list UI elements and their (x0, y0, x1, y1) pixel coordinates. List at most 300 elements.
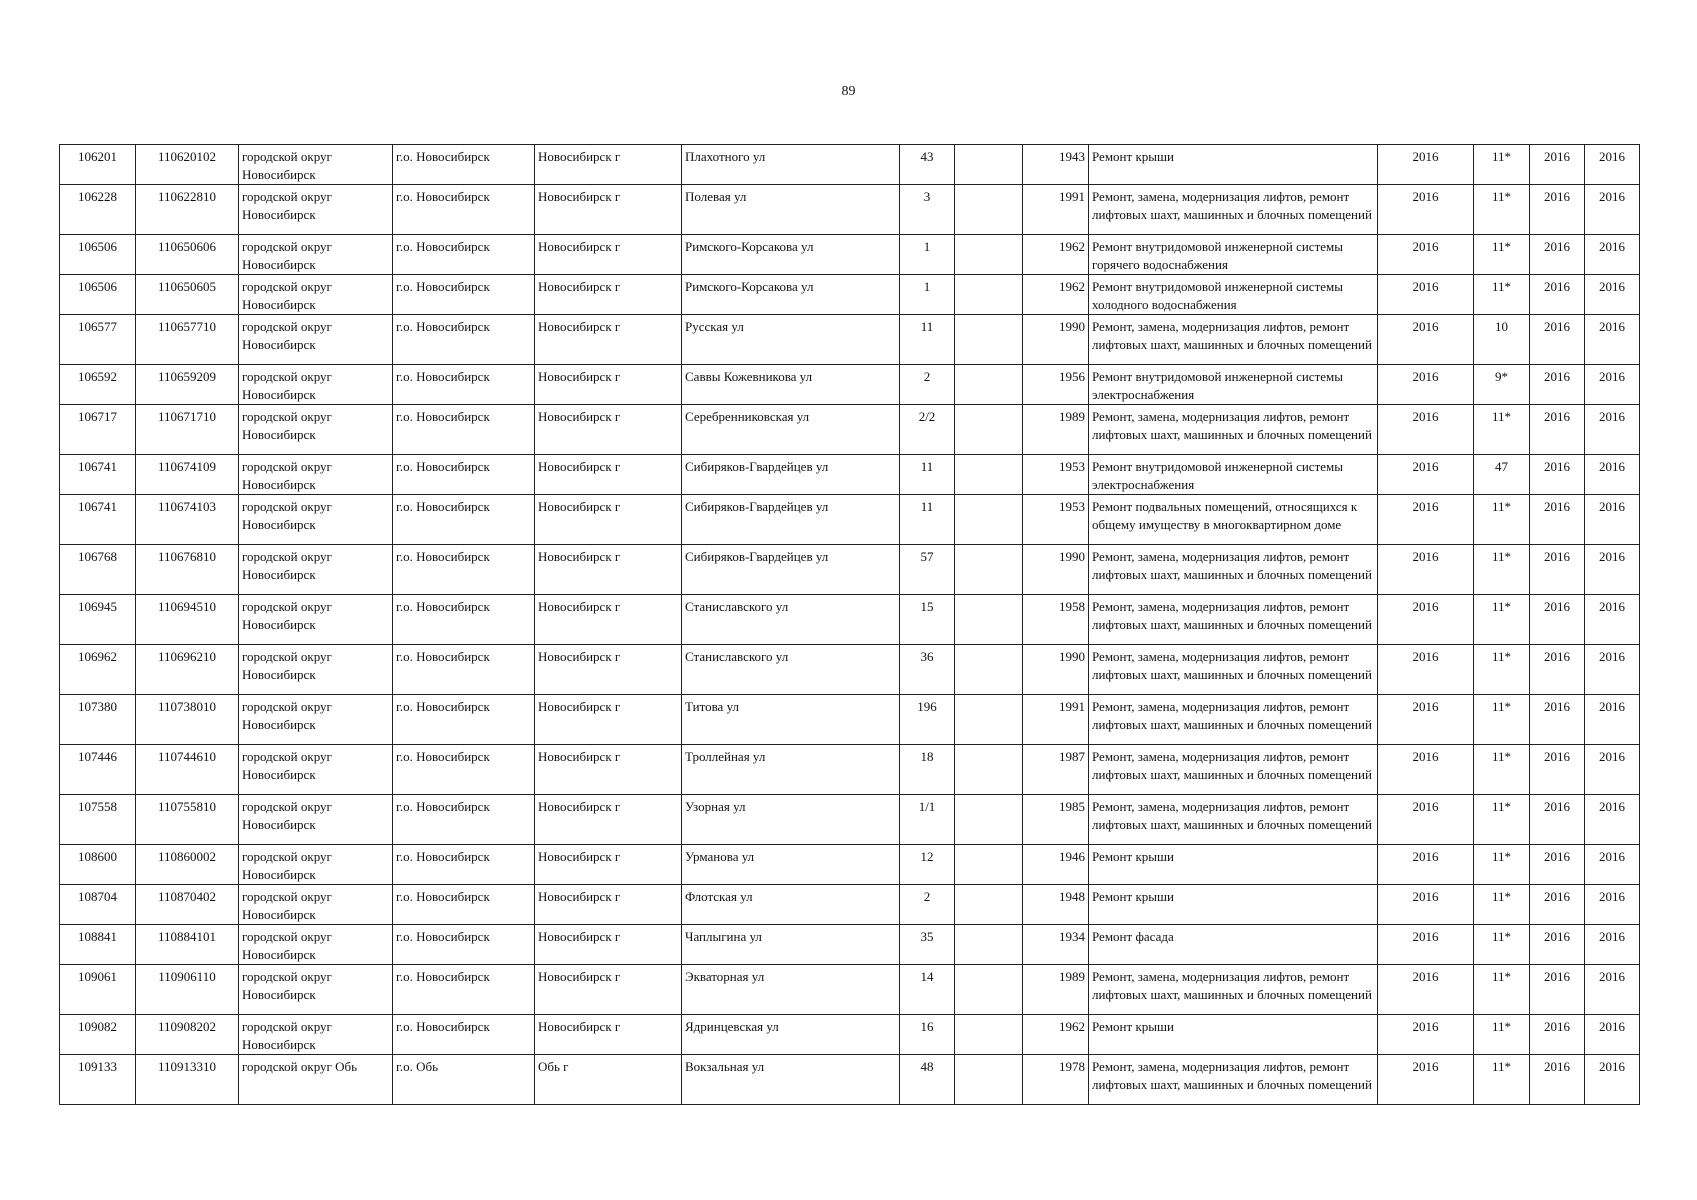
block-cell (955, 545, 1023, 595)
table-row (60, 965, 1640, 1015)
row-id-cell: 108600 (60, 845, 136, 885)
year-built-cell: 1958 (1023, 595, 1089, 645)
plan-year-cell: 2016 (1378, 495, 1474, 545)
street-cell: Урманова ул (682, 845, 900, 885)
period-cell: 11* (1474, 845, 1530, 885)
row-id-cell: 106717 (60, 405, 136, 455)
plan-year-cell: 2016 (1378, 595, 1474, 645)
locality-cell: Новосибирск г (535, 495, 682, 545)
locality-cell: Новосибирск г (535, 1015, 682, 1055)
locality-cell: Новосибирск г (535, 545, 682, 595)
end-year-cell: 2016 (1585, 145, 1640, 185)
house-number-cell: 12 (900, 845, 955, 885)
district-cell: городской округ Новосибирск (239, 545, 393, 595)
period-cell: 11* (1474, 405, 1530, 455)
code-cell: 110650605 (136, 275, 239, 315)
locality-cell: Новосибирск г (535, 185, 682, 235)
house-number-cell: 3 (900, 185, 955, 235)
work-type-cell: Ремонт внутридомовой инженерной системы горячего водоснабжения (1089, 235, 1378, 275)
year-built-cell: 1948 (1023, 885, 1089, 925)
work-type-cell: Ремонт, замена, модернизация лифтов, ремонт лифтовых шахт, машинных и блочных помещений (1089, 1055, 1378, 1105)
locality-cell: Новосибирск г (535, 965, 682, 1015)
house-number-cell: 15 (900, 595, 955, 645)
house-number-cell: 11 (900, 455, 955, 495)
period-cell: 11* (1474, 595, 1530, 645)
year-built-cell: 1962 (1023, 275, 1089, 315)
work-type-cell: Ремонт, замена, модернизация лифтов, ремонт лифтовых шахт, машинных и блочных помещений (1089, 405, 1378, 455)
work-type-cell: Ремонт, замена, модернизация лифтов, ремонт лифтовых шахт, машинных и блочных помещений (1089, 315, 1378, 365)
table-row (60, 925, 1640, 965)
year-built-cell: 1978 (1023, 1055, 1089, 1105)
plan-year-cell: 2016 (1378, 925, 1474, 965)
block-cell (955, 405, 1023, 455)
locality-cell: Обь г (535, 1055, 682, 1105)
code-cell: 110755810 (136, 795, 239, 845)
start-year-cell: 2016 (1530, 145, 1585, 185)
table-row (60, 1055, 1640, 1105)
locality-cell: Новосибирск г (535, 745, 682, 795)
street-cell: Троллейная ул (682, 745, 900, 795)
plan-year-cell: 2016 (1378, 1055, 1474, 1105)
block-cell (955, 885, 1023, 925)
locality-cell: Новосибирск г (535, 145, 682, 185)
district-cell: городской округ Новосибирск (239, 1015, 393, 1055)
plan-year-cell: 2016 (1378, 145, 1474, 185)
work-type-cell: Ремонт, замена, модернизация лифтов, ремонт лифтовых шахт, машинных и блочных помещений (1089, 185, 1378, 235)
municipality-cell: г.о. Новосибирск (393, 645, 535, 695)
row-id-cell: 106201 (60, 145, 136, 185)
district-cell: городской округ Новосибирск (239, 235, 393, 275)
row-id-cell: 106506 (60, 275, 136, 315)
start-year-cell: 2016 (1530, 455, 1585, 495)
year-built-cell: 1989 (1023, 965, 1089, 1015)
municipality-cell: г.о. Новосибирск (393, 695, 535, 745)
end-year-cell: 2016 (1585, 845, 1640, 885)
period-cell: 11* (1474, 885, 1530, 925)
end-year-cell: 2016 (1585, 745, 1640, 795)
code-cell: 110744610 (136, 745, 239, 795)
plan-year-cell: 2016 (1378, 1015, 1474, 1055)
start-year-cell: 2016 (1530, 745, 1585, 795)
house-number-cell: 16 (900, 1015, 955, 1055)
end-year-cell: 2016 (1585, 185, 1640, 235)
work-type-cell: Ремонт, замена, модернизация лифтов, ремонт лифтовых шахт, машинных и блочных помещений (1089, 645, 1378, 695)
work-type-cell: Ремонт, замена, модернизация лифтов, ремонт лифтовых шахт, машинных и блочных помещений (1089, 965, 1378, 1015)
period-cell: 11* (1474, 695, 1530, 745)
start-year-cell: 2016 (1530, 885, 1585, 925)
house-number-cell: 18 (900, 745, 955, 795)
code-cell: 110694510 (136, 595, 239, 645)
end-year-cell: 2016 (1585, 1055, 1640, 1105)
table-row (60, 365, 1640, 405)
house-number-cell: 2 (900, 885, 955, 925)
municipality-cell: г.о. Новосибирск (393, 845, 535, 885)
year-built-cell: 1990 (1023, 545, 1089, 595)
start-year-cell: 2016 (1530, 495, 1585, 545)
start-year-cell: 2016 (1530, 695, 1585, 745)
plan-year-cell: 2016 (1378, 645, 1474, 695)
house-number-cell: 11 (900, 315, 955, 365)
row-id-cell: 108841 (60, 925, 136, 965)
work-type-cell: Ремонт внутридомовой инженерной системы электроснабжения (1089, 455, 1378, 495)
plan-year-cell: 2016 (1378, 965, 1474, 1015)
row-id-cell: 106945 (60, 595, 136, 645)
street-cell: Флотская ул (682, 885, 900, 925)
street-cell: Титова ул (682, 695, 900, 745)
plan-year-cell: 2016 (1378, 845, 1474, 885)
year-built-cell: 1962 (1023, 1015, 1089, 1055)
table-body (60, 145, 1640, 1105)
plan-year-cell: 2016 (1378, 745, 1474, 795)
end-year-cell: 2016 (1585, 455, 1640, 495)
period-cell: 10 (1474, 315, 1530, 365)
row-id-cell: 109133 (60, 1055, 136, 1105)
block-cell (955, 645, 1023, 695)
end-year-cell: 2016 (1585, 645, 1640, 695)
district-cell: городской округ Новосибирск (239, 645, 393, 695)
street-cell: Русская ул (682, 315, 900, 365)
code-cell: 110738010 (136, 695, 239, 745)
row-id-cell: 107380 (60, 695, 136, 745)
house-number-cell: 1 (900, 235, 955, 275)
block-cell (955, 925, 1023, 965)
period-cell: 11* (1474, 965, 1530, 1015)
row-id-cell: 106228 (60, 185, 136, 235)
period-cell: 11* (1474, 185, 1530, 235)
year-built-cell: 1987 (1023, 745, 1089, 795)
work-type-cell: Ремонт фасада (1089, 925, 1378, 965)
period-cell: 11* (1474, 1055, 1530, 1105)
block-cell (955, 1055, 1023, 1105)
table-row (60, 645, 1640, 695)
house-number-cell: 43 (900, 145, 955, 185)
district-cell: городской округ Новосибирск (239, 695, 393, 745)
block-cell (955, 1015, 1023, 1055)
start-year-cell: 2016 (1530, 595, 1585, 645)
year-built-cell: 1989 (1023, 405, 1089, 455)
municipality-cell: г.о. Новосибирск (393, 545, 535, 595)
locality-cell: Новосибирск г (535, 595, 682, 645)
street-cell: Вокзальная ул (682, 1055, 900, 1105)
district-cell: городской округ Новосибирск (239, 275, 393, 315)
district-cell: городской округ Новосибирск (239, 455, 393, 495)
district-cell: городской округ Новосибирск (239, 885, 393, 925)
locality-cell: Новосибирск г (535, 695, 682, 745)
start-year-cell: 2016 (1530, 845, 1585, 885)
code-cell: 110908202 (136, 1015, 239, 1055)
start-year-cell: 2016 (1530, 1055, 1585, 1105)
table-row (60, 455, 1640, 495)
code-cell: 110657710 (136, 315, 239, 365)
end-year-cell: 2016 (1585, 695, 1640, 745)
code-cell: 110696210 (136, 645, 239, 695)
plan-year-cell: 2016 (1378, 545, 1474, 595)
table-row (60, 495, 1640, 545)
block-cell (955, 745, 1023, 795)
block-cell (955, 965, 1023, 1015)
end-year-cell: 2016 (1585, 365, 1640, 405)
end-year-cell: 2016 (1585, 275, 1640, 315)
table-row (60, 405, 1640, 455)
year-built-cell: 1985 (1023, 795, 1089, 845)
code-cell: 110650606 (136, 235, 239, 275)
repair-schedule-table (59, 144, 1640, 1105)
table-row (60, 185, 1640, 235)
municipality-cell: г.о. Новосибирск (393, 275, 535, 315)
district-cell: городской округ Новосибирск (239, 745, 393, 795)
code-cell: 110674109 (136, 455, 239, 495)
period-cell: 9* (1474, 365, 1530, 405)
street-cell: Ядринцевская ул (682, 1015, 900, 1055)
municipality-cell: г.о. Новосибирск (393, 455, 535, 495)
plan-year-cell: 2016 (1378, 455, 1474, 495)
end-year-cell: 2016 (1585, 595, 1640, 645)
end-year-cell: 2016 (1585, 1015, 1640, 1055)
district-cell: городской округ Новосибирск (239, 185, 393, 235)
house-number-cell: 48 (900, 1055, 955, 1105)
block-cell (955, 185, 1023, 235)
street-cell: Плахотного ул (682, 145, 900, 185)
district-cell: городской округ Новосибирск (239, 965, 393, 1015)
code-cell: 110870402 (136, 885, 239, 925)
row-id-cell: 106741 (60, 495, 136, 545)
table-row (60, 745, 1640, 795)
municipality-cell: г.о. Новосибирск (393, 235, 535, 275)
year-built-cell: 1934 (1023, 925, 1089, 965)
code-cell: 110906110 (136, 965, 239, 1015)
row-id-cell: 108704 (60, 885, 136, 925)
code-cell: 110659209 (136, 365, 239, 405)
municipality-cell: г.о. Новосибирск (393, 145, 535, 185)
block-cell (955, 845, 1023, 885)
municipality-cell: г.о. Новосибирск (393, 885, 535, 925)
plan-year-cell: 2016 (1378, 885, 1474, 925)
start-year-cell: 2016 (1530, 315, 1585, 365)
work-type-cell: Ремонт подвальных помещений, относящихся к общему имуществу в многоквартирном доме (1089, 495, 1378, 545)
start-year-cell: 2016 (1530, 405, 1585, 455)
table-row (60, 885, 1640, 925)
end-year-cell: 2016 (1585, 545, 1640, 595)
row-id-cell: 106577 (60, 315, 136, 365)
table-row (60, 315, 1640, 365)
start-year-cell: 2016 (1530, 365, 1585, 405)
period-cell: 11* (1474, 925, 1530, 965)
year-built-cell: 1990 (1023, 645, 1089, 695)
locality-cell: Новосибирск г (535, 925, 682, 965)
district-cell: городской округ Обь (239, 1055, 393, 1105)
code-cell: 110620102 (136, 145, 239, 185)
house-number-cell: 2/2 (900, 405, 955, 455)
period-cell: 11* (1474, 275, 1530, 315)
street-cell: Римского-Корсакова ул (682, 275, 900, 315)
code-cell: 110622810 (136, 185, 239, 235)
municipality-cell: г.о. Новосибирск (393, 495, 535, 545)
block-cell (955, 795, 1023, 845)
house-number-cell: 196 (900, 695, 955, 745)
code-cell: 110676810 (136, 545, 239, 595)
year-built-cell: 1991 (1023, 695, 1089, 745)
street-cell: Полевая ул (682, 185, 900, 235)
page-number: 89 (841, 84, 856, 99)
street-cell: Сибиряков-Гвардейцев ул (682, 455, 900, 495)
locality-cell: Новосибирск г (535, 885, 682, 925)
municipality-cell: г.о. Новосибирск (393, 795, 535, 845)
period-cell: 11* (1474, 1015, 1530, 1055)
table-row (60, 795, 1640, 845)
start-year-cell: 2016 (1530, 275, 1585, 315)
work-type-cell: Ремонт, замена, модернизация лифтов, ремонт лифтовых шахт, машинных и блочных помещений (1089, 795, 1378, 845)
end-year-cell: 2016 (1585, 495, 1640, 545)
year-built-cell: 1990 (1023, 315, 1089, 365)
plan-year-cell: 2016 (1378, 695, 1474, 745)
table-row (60, 845, 1640, 885)
street-cell: Сибиряков-Гвардейцев ул (682, 545, 900, 595)
municipality-cell: г.о. Новосибирск (393, 365, 535, 405)
table-row (60, 545, 1640, 595)
year-built-cell: 1946 (1023, 845, 1089, 885)
district-cell: городской округ Новосибирск (239, 595, 393, 645)
start-year-cell: 2016 (1530, 545, 1585, 595)
street-cell: Станиславского ул (682, 645, 900, 695)
period-cell: 11* (1474, 795, 1530, 845)
end-year-cell: 2016 (1585, 235, 1640, 275)
district-cell: городской округ Новосибирск (239, 145, 393, 185)
municipality-cell: г.о. Новосибирск (393, 965, 535, 1015)
start-year-cell: 2016 (1530, 645, 1585, 695)
start-year-cell: 2016 (1530, 1015, 1585, 1055)
block-cell (955, 365, 1023, 405)
work-type-cell: Ремонт крыши (1089, 1015, 1378, 1055)
year-built-cell: 1943 (1023, 145, 1089, 185)
house-number-cell: 35 (900, 925, 955, 965)
locality-cell: Новосибирск г (535, 235, 682, 275)
street-cell: Экваторная ул (682, 965, 900, 1015)
row-id-cell: 106506 (60, 235, 136, 275)
end-year-cell: 2016 (1585, 405, 1640, 455)
table-row (60, 695, 1640, 745)
code-cell: 110674103 (136, 495, 239, 545)
code-cell: 110913310 (136, 1055, 239, 1105)
work-type-cell: Ремонт, замена, модернизация лифтов, ремонт лифтовых шахт, машинных и блочных помещений (1089, 745, 1378, 795)
table-row (60, 1015, 1640, 1055)
end-year-cell: 2016 (1585, 795, 1640, 845)
start-year-cell: 2016 (1530, 965, 1585, 1015)
block-cell (955, 275, 1023, 315)
municipality-cell: г.о. Новосибирск (393, 745, 535, 795)
locality-cell: Новосибирск г (535, 845, 682, 885)
end-year-cell: 2016 (1585, 965, 1640, 1015)
year-built-cell: 1956 (1023, 365, 1089, 405)
municipality-cell: г.о. Новосибирск (393, 315, 535, 365)
work-type-cell: Ремонт крыши (1089, 885, 1378, 925)
period-cell: 11* (1474, 235, 1530, 275)
code-cell: 110884101 (136, 925, 239, 965)
table-row (60, 275, 1640, 315)
plan-year-cell: 2016 (1378, 405, 1474, 455)
locality-cell: Новосибирск г (535, 275, 682, 315)
row-id-cell: 109082 (60, 1015, 136, 1055)
start-year-cell: 2016 (1530, 235, 1585, 275)
house-number-cell: 57 (900, 545, 955, 595)
year-built-cell: 1953 (1023, 455, 1089, 495)
table-row (60, 595, 1640, 645)
period-cell: 47 (1474, 455, 1530, 495)
block-cell (955, 595, 1023, 645)
row-id-cell: 107446 (60, 745, 136, 795)
row-id-cell: 106768 (60, 545, 136, 595)
row-id-cell: 109061 (60, 965, 136, 1015)
end-year-cell: 2016 (1585, 315, 1640, 365)
municipality-cell: г.о. Обь (393, 1055, 535, 1105)
municipality-cell: г.о. Новосибирск (393, 925, 535, 965)
locality-cell: Новосибирск г (535, 455, 682, 495)
year-built-cell: 1991 (1023, 185, 1089, 235)
table-row (60, 235, 1640, 275)
locality-cell: Новосибирск г (535, 315, 682, 365)
house-number-cell: 1/1 (900, 795, 955, 845)
period-cell: 11* (1474, 145, 1530, 185)
district-cell: городской округ Новосибирск (239, 405, 393, 455)
locality-cell: Новосибирск г (535, 645, 682, 695)
work-type-cell: Ремонт внутридомовой инженерной системы холодного водоснабжения (1089, 275, 1378, 315)
street-cell: Чаплыгина ул (682, 925, 900, 965)
locality-cell: Новосибирск г (535, 405, 682, 455)
code-cell: 110671710 (136, 405, 239, 455)
start-year-cell: 2016 (1530, 185, 1585, 235)
street-cell: Саввы Кожевникова ул (682, 365, 900, 405)
block-cell (955, 145, 1023, 185)
district-cell: городской округ Новосибирск (239, 795, 393, 845)
row-id-cell: 107558 (60, 795, 136, 845)
block-cell (955, 315, 1023, 365)
plan-year-cell: 2016 (1378, 185, 1474, 235)
block-cell (955, 235, 1023, 275)
start-year-cell: 2016 (1530, 795, 1585, 845)
end-year-cell: 2016 (1585, 885, 1640, 925)
plan-year-cell: 2016 (1378, 275, 1474, 315)
house-number-cell: 36 (900, 645, 955, 695)
work-type-cell: Ремонт, замена, модернизация лифтов, ремонт лифтовых шахт, машинных и блочных помещений (1089, 545, 1378, 595)
district-cell: городской округ Новосибирск (239, 845, 393, 885)
house-number-cell: 11 (900, 495, 955, 545)
municipality-cell: г.о. Новосибирск (393, 185, 535, 235)
locality-cell: Новосибирск г (535, 365, 682, 405)
year-built-cell: 1962 (1023, 235, 1089, 275)
block-cell (955, 495, 1023, 545)
work-type-cell: Ремонт, замена, модернизация лифтов, ремонт лифтовых шахт, машинных и блочных помещений (1089, 695, 1378, 745)
row-id-cell: 106741 (60, 455, 136, 495)
plan-year-cell: 2016 (1378, 315, 1474, 365)
work-type-cell: Ремонт, замена, модернизация лифтов, ремонт лифтовых шахт, машинных и блочных помещений (1089, 595, 1378, 645)
plan-year-cell: 2016 (1378, 365, 1474, 405)
period-cell: 11* (1474, 645, 1530, 695)
municipality-cell: г.о. Новосибирск (393, 405, 535, 455)
street-cell: Станиславского ул (682, 595, 900, 645)
period-cell: 11* (1474, 745, 1530, 795)
plan-year-cell: 2016 (1378, 795, 1474, 845)
district-cell: городской округ Новосибирск (239, 925, 393, 965)
district-cell: городской округ Новосибирск (239, 495, 393, 545)
work-type-cell: Ремонт крыши (1089, 145, 1378, 185)
locality-cell: Новосибирск г (535, 795, 682, 845)
plan-year-cell: 2016 (1378, 235, 1474, 275)
year-built-cell: 1953 (1023, 495, 1089, 545)
work-type-cell: Ремонт внутридомовой инженерной системы электроснабжения (1089, 365, 1378, 405)
street-cell: Римского-Корсакова ул (682, 235, 900, 275)
period-cell: 11* (1474, 495, 1530, 545)
period-cell: 11* (1474, 545, 1530, 595)
end-year-cell: 2016 (1585, 925, 1640, 965)
